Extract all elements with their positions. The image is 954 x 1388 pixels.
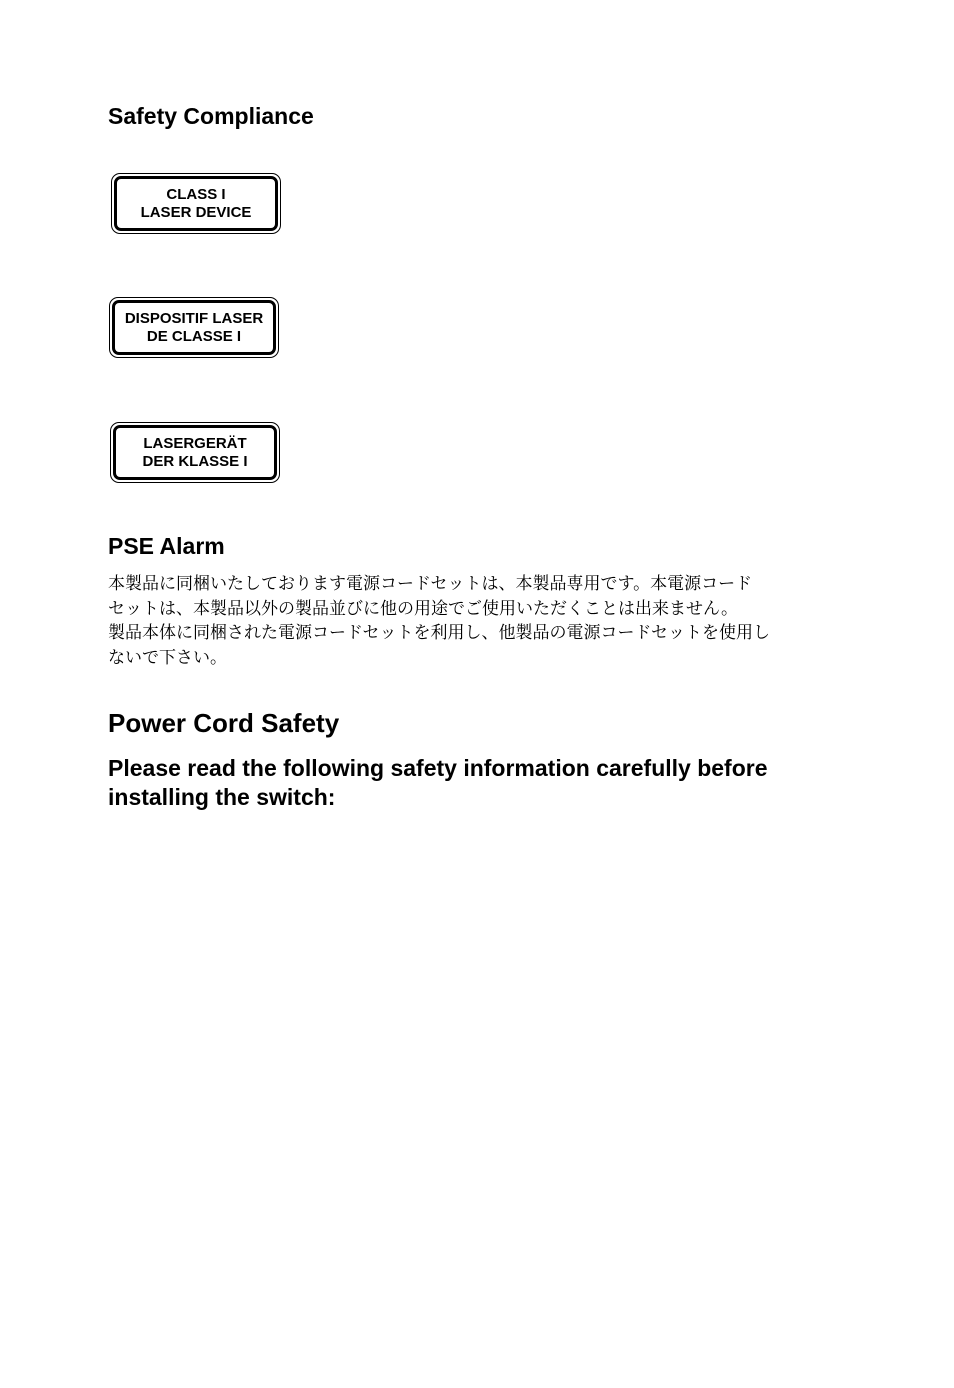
pse-alarm-line: ないで下さい。 xyxy=(108,647,227,668)
power-cord-safety-heading: Power Cord Safety xyxy=(108,708,340,738)
laser-label-french xyxy=(109,297,279,358)
laser-label-english-frame xyxy=(114,176,278,231)
power-cord-safety-lead-line2: installing the switch: xyxy=(108,784,336,810)
laser-label-french-line1: DISPOSITIF LASER xyxy=(124,309,264,327)
laser-label-english xyxy=(111,173,281,234)
power-cord-safety-lead xyxy=(108,754,868,812)
power-cord-safety-lead-line1: Please read the following safety information carefully before xyxy=(108,755,768,781)
pse-alarm-line: 製品本体に同梱された電源コードセットを利用し、他製品の電源コードセットを使用し xyxy=(108,623,770,643)
pse-alarm-heading: PSE Alarm xyxy=(108,533,225,559)
laser-label-english-line2: LASER DEVICE xyxy=(140,203,252,221)
laser-label-english-line1: CLASS I xyxy=(166,185,226,203)
laser-label-german-line1: LASERGERÄT xyxy=(143,434,247,452)
laser-label-french-line2: DE CLASSE I xyxy=(146,327,242,345)
laser-label-german xyxy=(110,422,280,483)
pse-alarm-text xyxy=(108,572,868,670)
laser-label-german-frame xyxy=(113,425,277,480)
pse-alarm-line: セットは、本製品以外の製品並びに他の用途でご使用いただくことは出来ません。 xyxy=(108,598,739,619)
pse-alarm-line: 本製品に同梱いたしております電源コードセットは、本製品専用です。本電源コード xyxy=(108,574,753,594)
safety-compliance-heading: Safety Compliance xyxy=(108,103,314,129)
laser-label-french-frame xyxy=(112,300,276,355)
laser-label-german-line2: DER KLASSE I xyxy=(142,452,248,470)
